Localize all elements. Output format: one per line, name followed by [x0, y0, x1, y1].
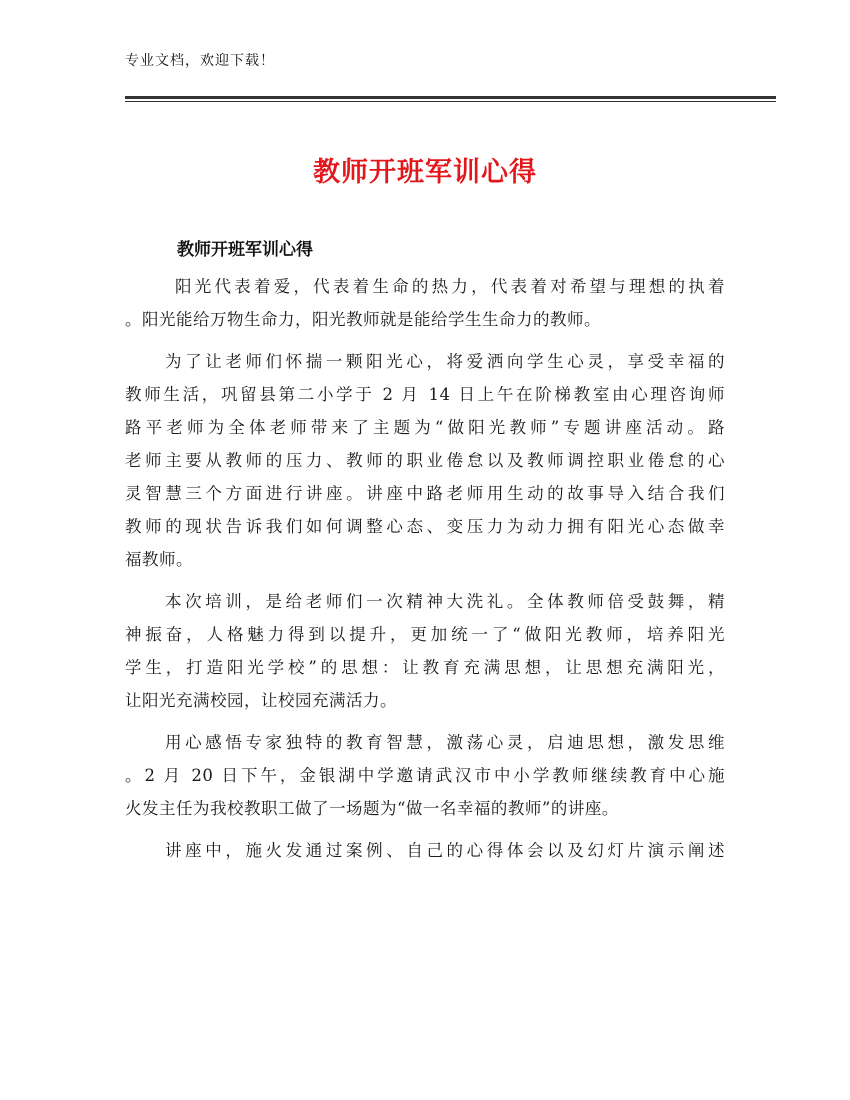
document-body	[125, 270, 725, 867]
text-line: 路平老师为全体老师带来了主题为“做阳光教师”专题讲座活动。路	[125, 418, 725, 437]
document-title: 教师开班军训心得	[313, 157, 537, 188]
text-line: 本次培训，是给老师们一次精神大洗礼。全体教师倍受鼓舞，精	[165, 592, 725, 611]
paragraph	[125, 834, 725, 867]
text-line: 让阳光充满校园，让校园充满活力。	[125, 691, 397, 710]
text-line: 用心感悟专家独特的教育智慧，激荡心灵，启迪思想，激发思维	[165, 733, 725, 752]
text-line: 。2 月 20 日下午，金银湖中学邀请武汉市中小学教师继续教育中心施	[125, 766, 725, 785]
text-line: 讲座中，施火发通过案例、自己的心得体会以及幻灯片演示阐述	[165, 841, 725, 860]
text-line: 阳光代表着爱，代表着生命的热力，代表着对希望与理想的执着	[175, 277, 725, 296]
header-note: 专业文档，欢迎下载！	[125, 53, 275, 69]
text-line: 神振奋，人格魅力得到以提升，更加统一了“做阳光教师，培养阳光	[125, 625, 725, 644]
paragraph	[125, 270, 725, 336]
text-line: 灵智慧三个方面进行讲座。讲座中路老师用生动的故事导入结合我们	[125, 484, 725, 503]
text-line: 老师主要从教师的压力、教师的职业倦怠以及教师调控职业倦怠的心	[125, 451, 725, 470]
text-line: 福教师。	[125, 550, 193, 569]
document-subtitle: 教师开班军训心得	[177, 240, 313, 260]
text-line: 为了让老师们怀揣一颗阳光心，将爱洒向学生心灵，享受幸福的	[165, 352, 725, 371]
text-line: 学生，打造阳光学校”的思想：让教育充满思想，让思想充满阳光，	[125, 658, 725, 677]
text-line: 。阳光能给万物生命力，阳光教师就是能给学生生命力的教师。	[125, 310, 601, 329]
header-divider-thin	[125, 101, 776, 102]
paragraph	[125, 345, 725, 576]
paragraph	[125, 726, 725, 825]
paragraph	[125, 585, 725, 717]
text-line: 火发主任为我校教职工做了一场题为“做一名幸福的教师”的讲座。	[125, 799, 619, 818]
text-line: 教师生活，巩留县第二小学于 2 月 14 日上午在阶梯教室由心理咨询师	[125, 385, 725, 404]
header-divider	[125, 96, 776, 99]
text-line: 教师的现状告诉我们如何调整心态、变压力为动力拥有阳光心态做幸	[125, 517, 725, 536]
